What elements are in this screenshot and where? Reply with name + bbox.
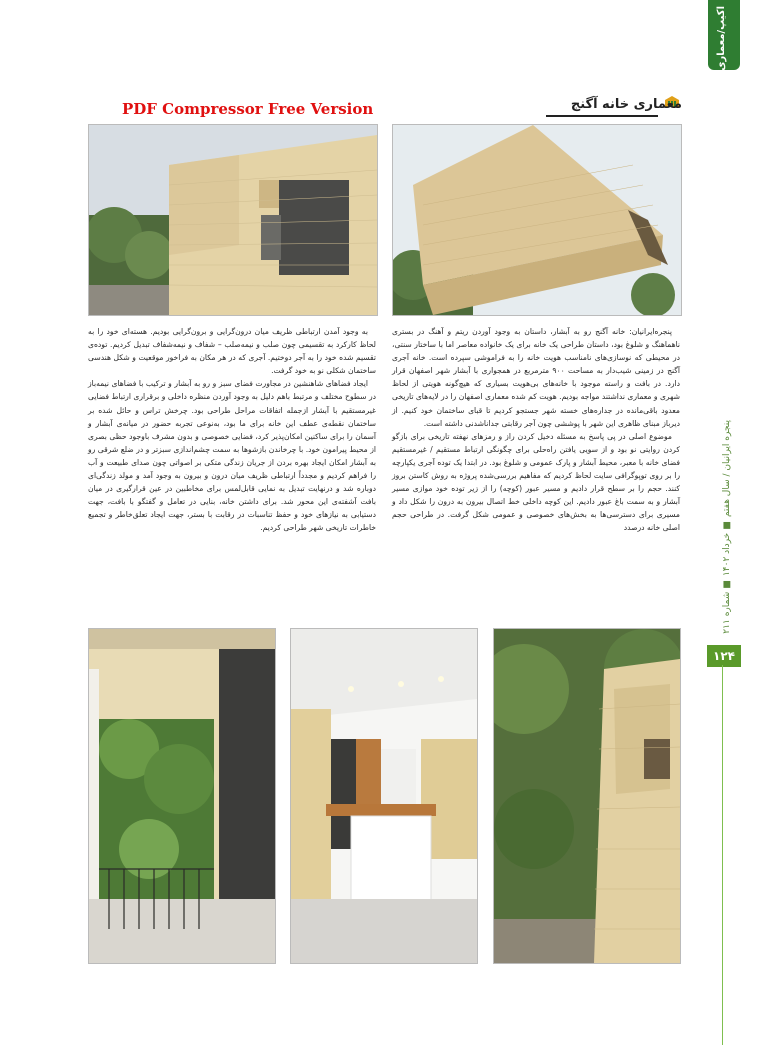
paragraph: موضوع اصلی در پی پاسخ به مسئله دخیل کردن راز و رمزهای نهفته تاریخی برای بازگو کردن روایتی نو بود و از سویی یافتن راه‌حلی برای چگونگی ارتباط مستقیم / غیرمستقیم فضای خانه با معبر، محیط آبشار و پارک عمومی و شلوغ بود. در ابتدا یک توده آجری یکپارچه را بر روی توپوگرافی سایت لحاظ کردیم که مفاهیم بررسی‌شده پروژه به روش کاستن بروز کنند. حجم را بر سطح قرار دادیم و مسیر عبور (کوچه) را از زیر توده خود موازی مسیر آبشار و به سمت باغ عبور دادیم. این کوچه داخلی خط اتصال بیرون به درون را شکل داد و مسیری برای دسترسی‌ها به بخش‌های خصوصی و عمومی شکل گرفت. در طراحی حجم اصلی خانه درصدد [392,431,680,533]
photo-brick-corner [392,124,682,316]
section-tab: اکیپ/معماری [708,0,740,70]
article-title: معماری خانه آگنج [570,97,682,112]
text-column-right [392,325,680,625]
text-column-left [88,325,376,625]
side-divider [722,665,723,1045]
title-underline [546,115,658,117]
photo-kitchen-interior [290,628,478,964]
paragraph: ایجاد فضاهای شاهنشین در مجاورت فضای سبز و رو به آبشار و ترکیب با فضاهای نیمه‌باز در سطوح مختلف و مرتبط باهم دلیل به وجود آوردن منظره داخلی و برقراری ارتباط فضایی غیرمستقیم با آبشار ازجمله اتفاقات مراحل طراحی بود. چرخش تراس و حائل شده بر ساختمان نقطه‌ی عطف این خانه برای ما بود، به‌نوعی تجربه حضور در میانه‌ی آبشار و آسمان را برای ساکنین امکان‌پذیر کرد، فضایی خصوصی و بدون مشرف باوجود حظی بصری از محیط پیرامون خود. با چرخاندن بازشوها به سمت چشم‌اندازی سبزتر و در ضلع شرقی رو به آبشار امکان ایجاد بهره بردن از جریان زندگی متکی بر اصواتی چون صدای طبیعت و آب را فراهم کردیم و مجدداً ارتباطی ظریف میان درون و بیرون به وجود آمد و مولد زندگی‌ای دوباره شد و درنهایت تبدیل به نمایی قابل‌لمس برای مخاطبین در عین قرارگیری در میان بافت آشفته‌ی این محور شد. برای داشتن خانه، بنایی در تعامل و گفتگو با بافت، جهت دستیابی به نیازهای خود و حفظ تناسبات در رقابت با بستر، جهت ایجاد تعلق‌خاطر و تجمیع خاطرات تاریخی شهر طراحی کردیم. [88,379,376,533]
paragraph: به وجود آمدن ارتباطی ظریف میان درون‌گرایی و برون‌گرایی بودیم. هسته‌ای خود را به لحاظ کارکرد به تقسیمی چون صلب و نیمه‌صلب – شفاف و نیمه‌شفاف تبدیل کردیم. توده‌ی تقسیم شده خود را به آجر دوختیم. آجری که در هر مکان به فراخور موقعیت و شکل هندسی ساختمان شکلی نو به خود گرفت. [88,327,376,376]
article-title-wrap [546,93,682,115]
issue-info: پنجره ایرانیان / سال هفتم ■ خرداد ۱۴۰۲ ■ شماره ۲۱۱ [722,420,732,634]
paragraph: پنجره‌ایرانیان: خانه آگنج رو به آبشار، داستان به وجود آوردن ریتم و آهنگ در بستری ناهماهنگ و شلوغ بود، داستان طراحی یک خانه برای یک خانواده معاصر اما با ساختار سنتی، در محیطی که نوسازی‌های نامناسب هویت خانه را به فراموشی سپرده است. خانه آجری آگنج در زمینی شیب‌دار به مساحت ۹۰۰ مترمربع در همجواری با آبشار شهر اصفهان قرار دارد. در بافت و راسته موجود با خانه‌های بی‌هویت بسیاری که هیچ‌گونه هویتی از لحاظ شهری و معماری نداشتند مواجه بودیم. هویت کم شده معماری اصفهان را در لایه‌های تاریخی معدود باقی‌مانده در جداره‌های خسته شهر جستجو کردیم تا قبای ساختمان خود کنیم. از دیرباز مبنای ظاهری این شهر با پوششی چون آجر رقابتی جداناشدنی داشته است. [392,327,681,428]
page-number: ۱۲۴ [707,645,741,667]
photo-facade-side [88,124,378,316]
watermark: PDF Compressor Free Version [122,100,374,118]
photo-brick-facade-tall [493,628,681,964]
photo-balcony-view [88,628,276,964]
